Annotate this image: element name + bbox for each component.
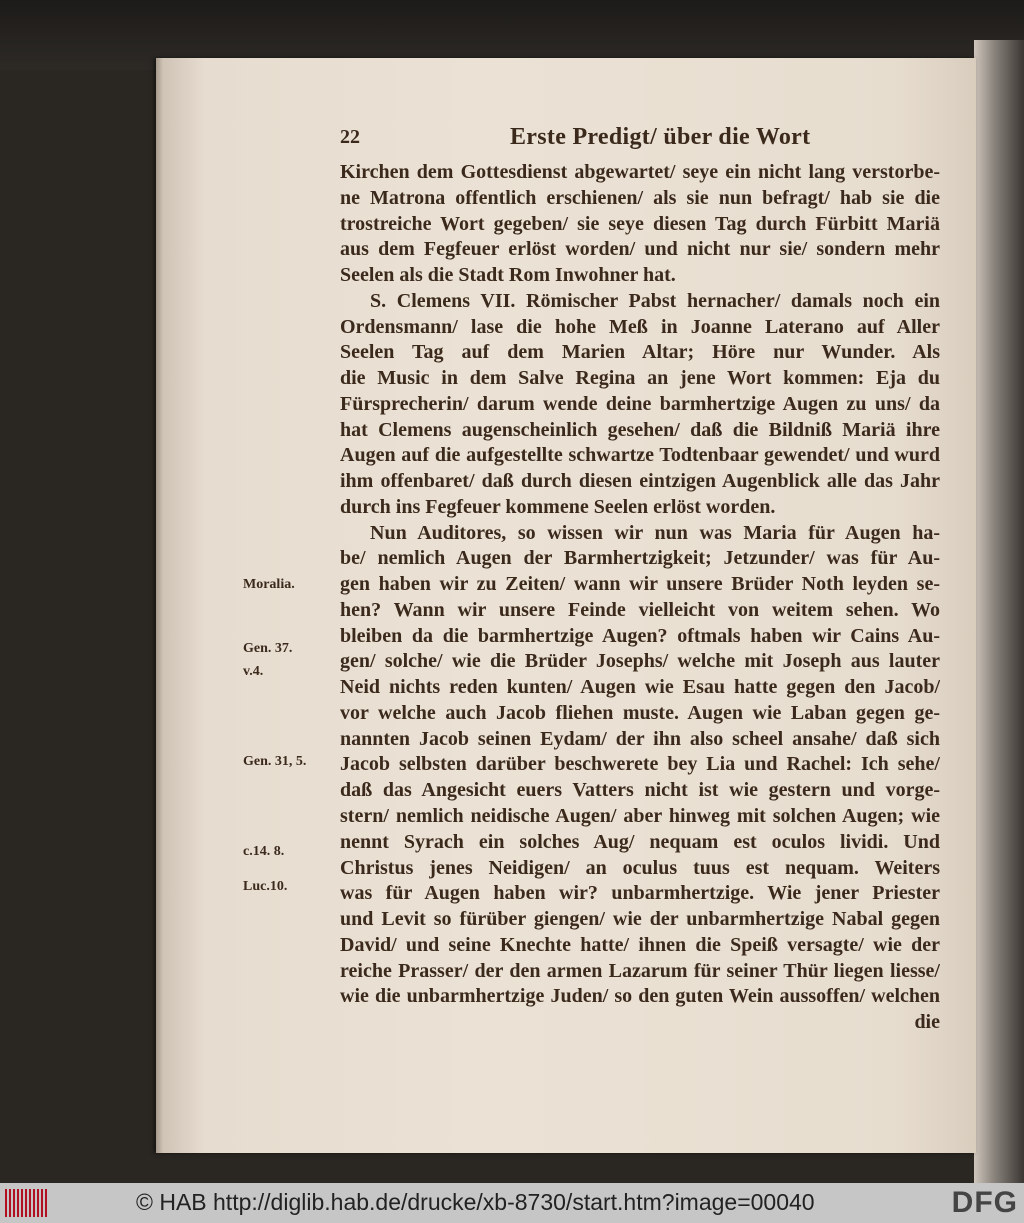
text-line: bleiben da die barmhertzige Augen? oftmals haben wir Cains Au-: [340, 624, 940, 647]
text-line: Neid nichts reden kunten/ Augen wie Esau hatte gegen den Jacob/: [340, 676, 940, 699]
next-page-edge: [974, 40, 1024, 1185]
page-gutter-shadow: [156, 58, 164, 1153]
footer-credit-link[interactable]: © HAB http://diglib.hab.de/drucke/xb-8730/start.htm?image=00040: [136, 1189, 815, 1215]
text-line: S. Clemens VII. Römischer Pabst hernacher/ damals noch ein: [370, 289, 940, 312]
text-line: ne Matrona offentlich erschienen/ als sie nun befragt/ hab sie die: [340, 186, 940, 209]
margin-note: c.14. 8.: [243, 844, 285, 859]
text-line: aus dem Fegfeuer erlöst worden/ und nicht nur sie/ sondern mehr: [340, 238, 940, 261]
text-line: gen haben wir zu Zeiten/ wann wir unsere Brüder Noth leyden se-: [340, 573, 940, 596]
page-number: 22: [340, 126, 360, 148]
text-line: die Music in dem Salve Regina an jene Wort kommen: Eja du: [340, 367, 940, 390]
text-line: nannten Jacob seinen Eydam/ der ihn also scheel ansahe/ daß sich: [340, 727, 940, 750]
margin-note: Moralia.: [243, 577, 295, 592]
margin-note: Gen. 31, 5.: [243, 754, 307, 769]
text-line: Seelen als die Stadt Rom Inwohner hat.: [340, 264, 676, 287]
text-line: was für Augen haben wir? unbarmhertzige. Wie jener Priester: [340, 882, 940, 905]
footer-bar: [0, 1183, 1024, 1223]
running-head: Erste Predigt/ über die Wort: [510, 124, 811, 150]
text-line: Seelen Tag auf dem Marien Altar; Höre nur Wunder. Als: [340, 341, 940, 364]
text-line: stern/ nemlich neidische Augen/ aber hinweg mit solchen Augen; wie: [340, 805, 940, 827]
hab-logo: [5, 1189, 47, 1217]
text-line: Ordensmann/ lase die hohe Meß in Joanne Laterano auf Aller: [340, 315, 940, 338]
text-line: Jacob selbsten darüber beschwerete bey Lia und Rachel: Ich sehe/: [340, 753, 940, 776]
dfg-logo: DFG: [951, 1186, 1018, 1219]
text-line: hat Clemens augenscheinlich gesehen/ daß die Bildniß Mariä ihre: [340, 418, 940, 441]
text-line: nennt Syrach ein solches Aug/ nequam est oculos lividi. Und: [340, 830, 940, 853]
text-line: David/ und seine Knechte hatte/ ihnen die Speiß versagte/ wie der: [340, 933, 940, 956]
text-line: be/ nemlich Augen der Barmhertzigkeit; Jetzunder/ was für Au-: [340, 547, 940, 570]
margin-note: v.4.: [243, 664, 264, 679]
text-line: ihm offenbaret/ daß durch diesen eintzigen Augenblick alle das Jahr: [340, 470, 940, 493]
text-line: Augen auf die aufgestellte schwartze Todtenbaar gewendet/ und wurd: [340, 444, 940, 467]
text-line: durch ins Fegfeuer kommene Seelen erlöst worden.: [340, 495, 776, 518]
text-line: und Levit so fürüber giengen/ wie der unbarmhertzige Nabal gegen: [340, 908, 940, 931]
text-line: wie die unbarmhertzige Juden/ so den guten Wein aussoffen/ welchen: [340, 985, 940, 1008]
text-line: Nun Auditores, so wissen wir nun was Maria für Augen ha-: [370, 521, 940, 544]
text-line: Fürsprecherin/ darum wende deine barmhertzige Augen zu uns/ da: [340, 392, 940, 415]
margin-note: Luc.10.: [243, 879, 288, 894]
text-line: vor welche auch Jacob fliehen muste. Augen wie Laban gegen ge-: [340, 701, 940, 724]
text-line: reiche Prasser/ der den armen Lazarum für seiner Thür liegen liesse/: [340, 959, 940, 982]
text-line: Kirchen dem Gottesdienst abgewartet/ seye ein nicht lang verstorbe-: [340, 161, 940, 183]
margin-note: Gen. 37.: [243, 641, 293, 656]
text-line: gen/ solche/ wie die Brüder Josephs/ welche mit Joseph aus lauter: [340, 650, 940, 673]
text-line: daß das Angesicht euers Vatters nicht ist wie gestern und vorge-: [340, 779, 940, 802]
text-line: die: [914, 1011, 940, 1034]
text-line: hen? Wann wir unsere Feinde vielleicht von weitem sehen. Wo: [340, 598, 940, 621]
text-line: Christus jenes Neidigen/ an oculus tuus est nequam. Weiters: [340, 856, 940, 879]
text-line: trostreiche Wort gegeben/ sie seye diesen Tag durch Fürbitt Mariä: [340, 212, 940, 235]
